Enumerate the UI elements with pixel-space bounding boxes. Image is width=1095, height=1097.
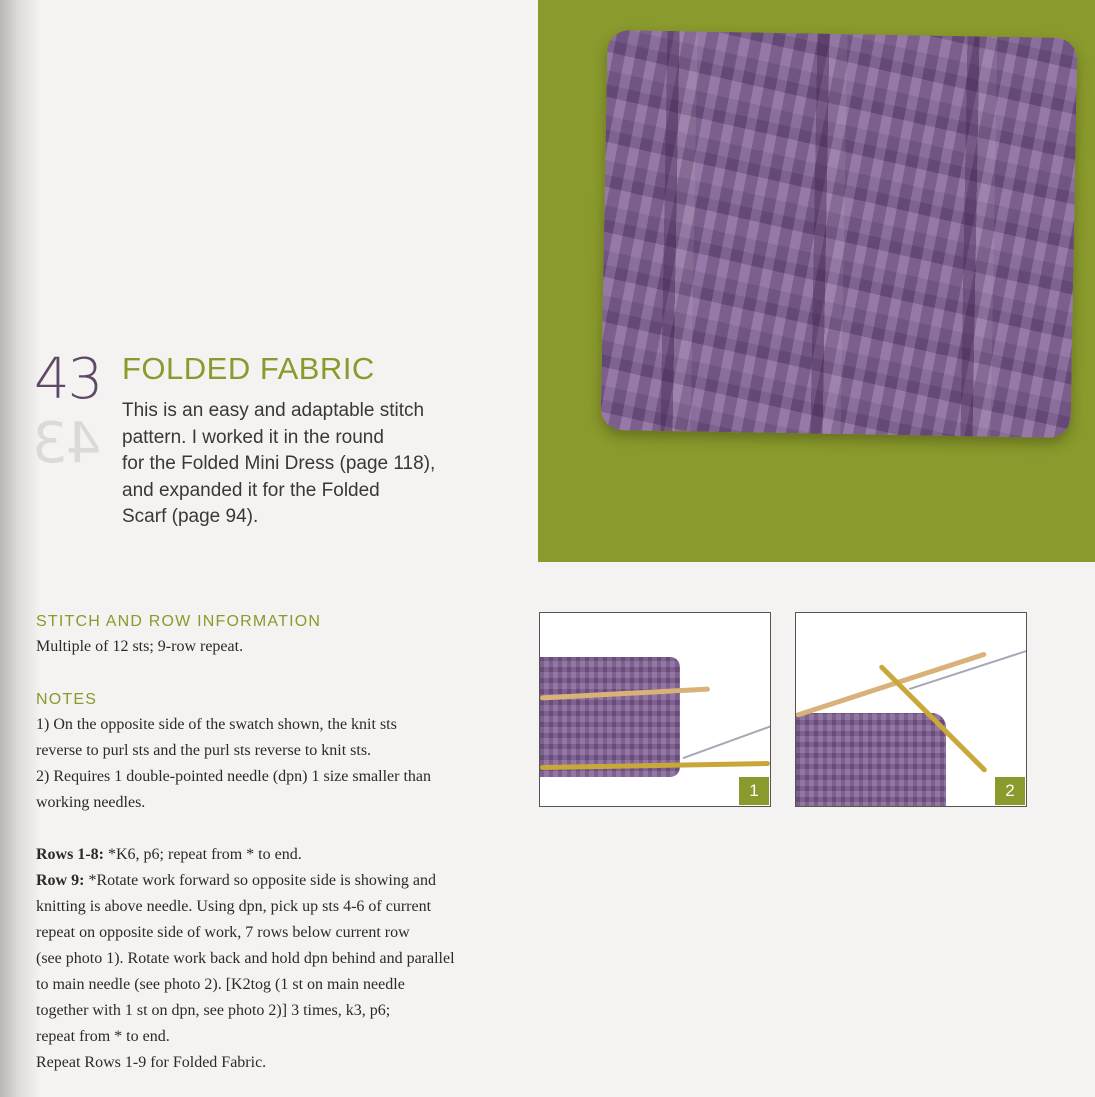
pattern-title: FOLDED FABRIC (122, 351, 375, 386)
pattern-intro (122, 398, 502, 531)
intro-line: pattern. I worked it in the round (122, 426, 384, 448)
knitted-swatch (601, 30, 1078, 438)
intro-line: Scarf (page 94). (122, 506, 259, 527)
pattern-number-mirror: 43 (34, 414, 102, 474)
instruction-row-9: Row 9: *Rotate work forward so opposite side is showing and (36, 872, 436, 889)
swatch-photo (538, 0, 1095, 562)
page-gutter-shadow (0, 0, 40, 1097)
note-line: 2) Requires 1 double-pointed needle (dpn) 1 size smaller than (36, 768, 431, 785)
photo-1-label: 1 (739, 777, 769, 805)
instruction-line: repeat from * to end. (36, 1028, 170, 1045)
intro-line: This is an easy and adaptable stitch (122, 400, 425, 421)
photo-1 (539, 612, 771, 807)
instructions (36, 842, 526, 1076)
notes-text (36, 712, 526, 816)
instruction-line: to main needle (see photo 2). [K2tog (1 st on main needle (36, 976, 405, 993)
note-line: reverse to purl sts and the purl sts reverse to knit sts. (36, 742, 372, 759)
notes-heading: NOTES (36, 691, 98, 708)
instruction-line: knitting is above needle. Using dpn, pick up sts 4-6 of current (36, 898, 432, 915)
instruction-line: (see photo 1). Rotate work back and hold dpn behind and parallel (36, 950, 455, 967)
instruction-line: together with 1 st on dpn, see photo 2)] 3 times, k3, p6; (36, 1002, 391, 1019)
photo-2 (795, 612, 1027, 807)
note-line: working needles. (36, 794, 146, 811)
pattern-number: 43 (34, 347, 102, 412)
photo-2-label: 2 (995, 777, 1025, 805)
intro-line: for the Folded Mini Dress (page 118), (122, 453, 436, 474)
instruction-row-1-8: Rows 1-8: *K6, p6; repeat from * to end. (36, 846, 302, 863)
intro-line: and expanded it for the Folded (122, 479, 380, 501)
note-line: 1) On the opposite side of the swatch shown, the knit sts (36, 716, 397, 733)
needle-wood (795, 651, 987, 718)
stitch-info-text: Multiple of 12 sts; 9-row repeat. (36, 638, 244, 655)
instruction-line: repeat on opposite side of work, 7 rows below current row (36, 924, 410, 941)
repeat-line: Repeat Rows 1-9 for Folded Fabric. (36, 1054, 267, 1071)
stitch-info-heading: STITCH AND ROW INFORMATION (36, 613, 322, 630)
